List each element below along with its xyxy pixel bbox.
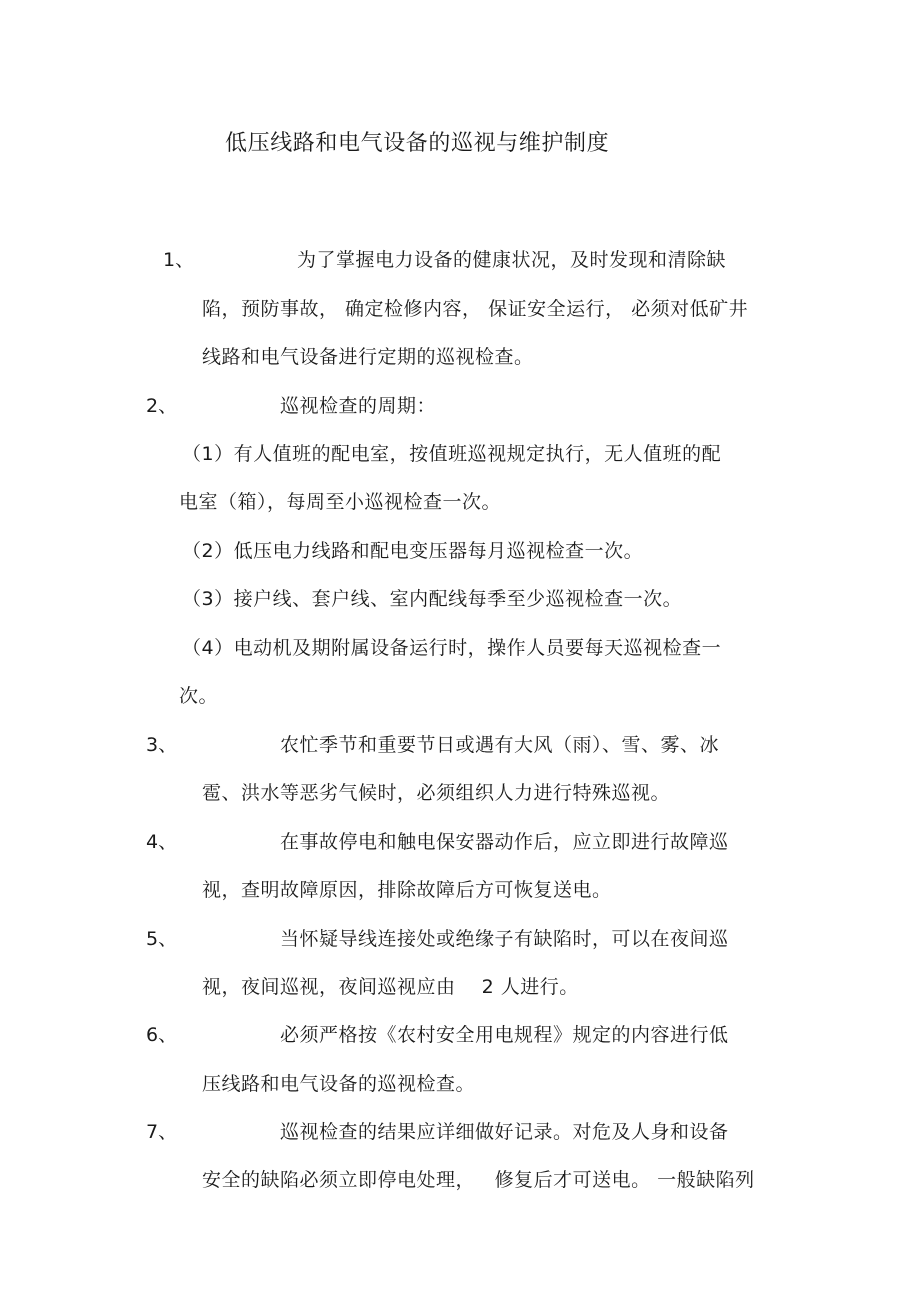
item-3-line-2: 雹、洪水等恶劣气候时，必须组织人力进行特殊巡视。	[202, 782, 671, 804]
item-2-sub-4-line-2: 次。	[179, 685, 219, 707]
item-6-line-2: 压线路和电气设备的巡视检查。	[202, 1073, 476, 1095]
item-1-line-3: 线路和电气设备进行定期的巡视检查。	[202, 346, 534, 368]
item-2-number: 2、	[146, 395, 178, 417]
item-3-number: 3、	[146, 734, 178, 756]
item-5-line-2: 视，夜间巡视，夜间巡视应由 2 人进行。	[202, 976, 579, 998]
item-1-line-1: 为了掌握电力设备的健康状况，及时发现和清除缺	[297, 249, 727, 271]
item-7-line-2: 安全的缺陷必须立即停电处理， 修复后才可送电。 一般缺陷列	[202, 1169, 755, 1191]
item-4-line-1: 在事故停电和触电保安器动作后，应立即进行故障巡	[280, 831, 729, 853]
item-4-line-2: 视，查明故障原因，排除故障后方可恢复送电。	[202, 879, 612, 901]
document-title: 低压线路和电气设备的巡视与维护制度	[225, 131, 610, 156]
item-6-number: 6、	[146, 1024, 178, 1046]
item-5-number: 5、	[146, 928, 178, 950]
item-2-sub-1-line-2: 电室（箱），每周至小巡视检查一次。	[179, 491, 502, 513]
item-2-sub-2: （2）低压电力线路和配电变压器每月巡视检查一次。	[182, 540, 644, 562]
item-7-line-1: 巡视检查的结果应详细做好记录。对危及人身和设备	[280, 1121, 729, 1143]
item-2-sub-4-line-1: （4）电动机及期附属设备运行时，操作人员要每天巡视检查一	[182, 637, 722, 659]
item-3-line-1: 农忙季节和重要节日或遇有大风（雨）、雪、雾、冰	[280, 734, 720, 756]
item-1-line-2: 陷，预防事故， 确定检修内容， 保证安全运行， 必须对低矿井	[202, 298, 749, 320]
item-7-number: 7、	[146, 1121, 178, 1143]
item-5-line-1: 当怀疑导线连接处或绝缘子有缺陷时，可以在夜间巡	[280, 928, 729, 950]
item-6-line-1: 必须严格按《农村安全用电规程》规定的内容进行低	[280, 1024, 729, 1046]
item-2-sub-3: （3）接户线、套户线、室内配线每季至少巡视检查一次。	[182, 588, 683, 610]
item-2-line-1: 巡视检查的周期：	[280, 395, 437, 417]
item-4-number: 4、	[146, 831, 178, 853]
item-1-number: 1、	[163, 249, 195, 271]
item-2-sub-1-line-1: （1）有人值班的配电室，按值班巡视规定执行，无人值班的配	[182, 443, 722, 465]
